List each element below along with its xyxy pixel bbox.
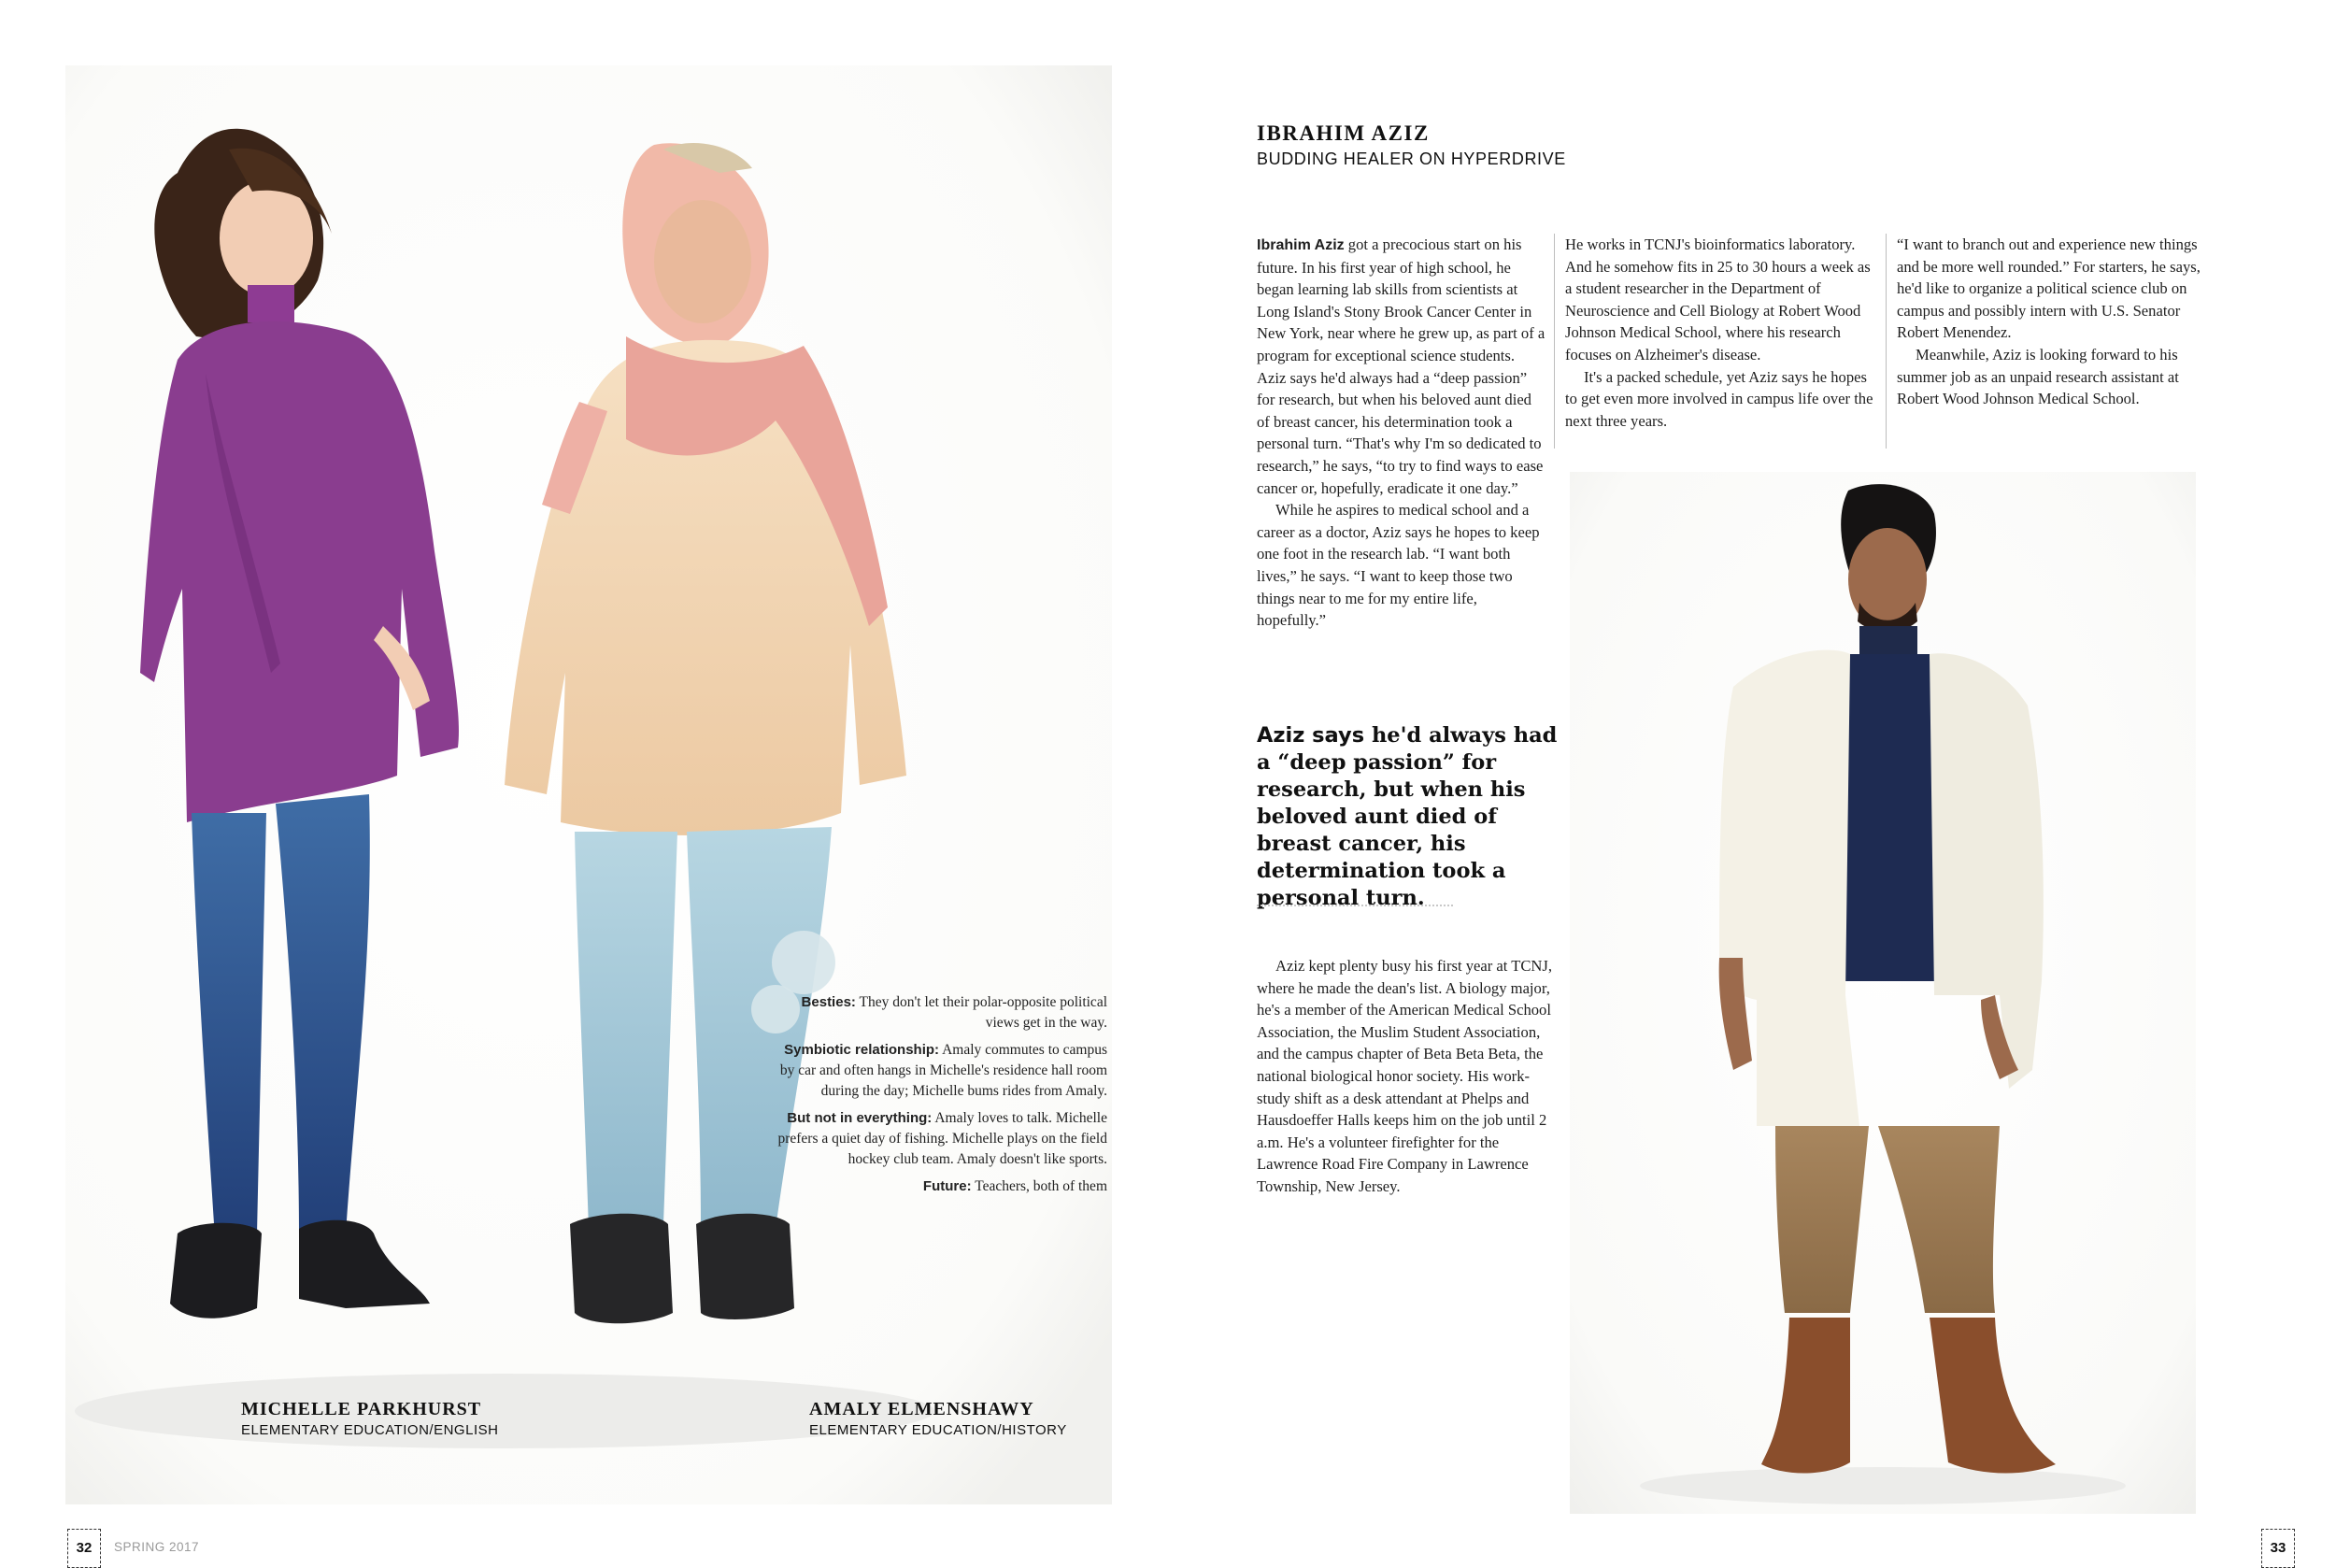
pull-quote: Aziz says he'd always had a “deep passion” for research, but when his beloved aunt died of breast cancer, his determination took a personal turn. <box>1257 723 1558 910</box>
article-column-2 <box>1565 234 1878 432</box>
column-divider <box>1554 234 1555 449</box>
profile-subtitle: BUDDING HEALER ON HYPERDRIVE <box>1257 150 1566 168</box>
issue-season: SPRING 2017 <box>114 1540 200 1554</box>
page-number-left: 32 <box>67 1529 101 1568</box>
person-major: ELEMENTARY EDUCATION/HISTORY <box>809 1422 1067 1438</box>
aziz-photo <box>1570 472 2196 1514</box>
caption-item: But not in everything: Amaly loves to talk. Michelle prefers a quiet day of fishing. Michelle plays on the field hockey club team. Amaly doesn't like sports. <box>777 1110 1107 1167</box>
person-major: ELEMENTARY EDUCATION/ENGLISH <box>241 1422 499 1438</box>
amaly-caption <box>809 1399 1067 1438</box>
profile-header <box>1257 121 1566 169</box>
person-name: AMALY ELMENSHAWY <box>809 1399 1034 1419</box>
paragraph: While he aspires to medical school and a career as a doctor, Aziz says he hopes to keep one foot in the research lab. “I want both lives,” he says. “I want to keep those two things near to me for my entire life, hopefully.” <box>1257 501 1540 630</box>
pull-quote-divider <box>1257 905 1453 906</box>
article-column-1 <box>1257 234 1546 632</box>
profile-name: IBRAHIM AZIZ <box>1257 121 1430 145</box>
caption-item: Besties: They don't let their polar-opposite political views get in the way. <box>801 994 1107 1031</box>
michelle-caption <box>241 1399 498 1438</box>
caption-item: Future: Teachers, both of them <box>922 1178 1107 1194</box>
paragraph: “I want to branch out and experience new things and be more well rounded.” For starters, he says, he'd like to organize a political science club on campus and possibly intern with U.S. Senator Robert Menendez. <box>1897 235 2201 342</box>
page-number-right: 33 <box>2261 1529 2295 1568</box>
paragraph: It's a packed schedule, yet Aziz says he hopes to get even more involved in campus life over the next three years. <box>1565 367 1873 430</box>
column-divider <box>1886 234 1887 449</box>
paragraph: Meanwhile, Aziz is looking forward to his summer job as an unpaid research assistant at Robert Wood Johnson Medical School. <box>1897 345 2179 408</box>
paragraph: He works in TCNJ's bioinformatics laboratory. And he somehow fits in 25 to 30 hours a week as a student researcher in the Department of Neuroscience and Cell Biology at Robert Wood Johnson Medical School, where his research focuses on Alzheimer's disease. <box>1565 235 1871 363</box>
paragraph: Ibrahim Aziz got a precocious start on his future. In his first year of high school, he began learning lab skills from scientists at Long Island's Stony Brook Cancer Center in New York, near where he grew up, as part of a program for exceptional science students. Aziz says he'd always had a “deep passion” for research, but when his beloved aunt died of breast cancer, his determination took a personal turn. “That's why I'm so dedicated to research,” he says, “to try to find ways to ease cancer or, hopefully, eradicate it one day.” <box>1257 235 1545 497</box>
caption-item: Symbiotic relationship: Amaly commutes to campus by car and often hangs in Michelle's residence hall room during the day; Michelle bums rides from Amaly. <box>779 1042 1107 1099</box>
left-page-photo <box>65 65 1112 1504</box>
friendship-captions <box>776 992 1107 1204</box>
article-column-3 <box>1897 234 2205 410</box>
person-name: MICHELLE PARKHURST <box>241 1399 482 1419</box>
paragraph: Aziz kept plenty busy his first year at TCNJ, where he made the dean's list. A biology major, he's a member of the American Medical School Association, the Muslim Student Association, and the campus chapter of Beta Beta Beta, the national biological honor society. His work-study shift as a desk attendant at Phelps and Hausdoeffer Halls keeps him on the job until 2 a.m. He's a volunteer firefighter for the Lawrence Road Fire Company in Lawrence Township, New Jersey. <box>1257 957 1553 1195</box>
article-column-1-continued <box>1257 955 1560 1198</box>
